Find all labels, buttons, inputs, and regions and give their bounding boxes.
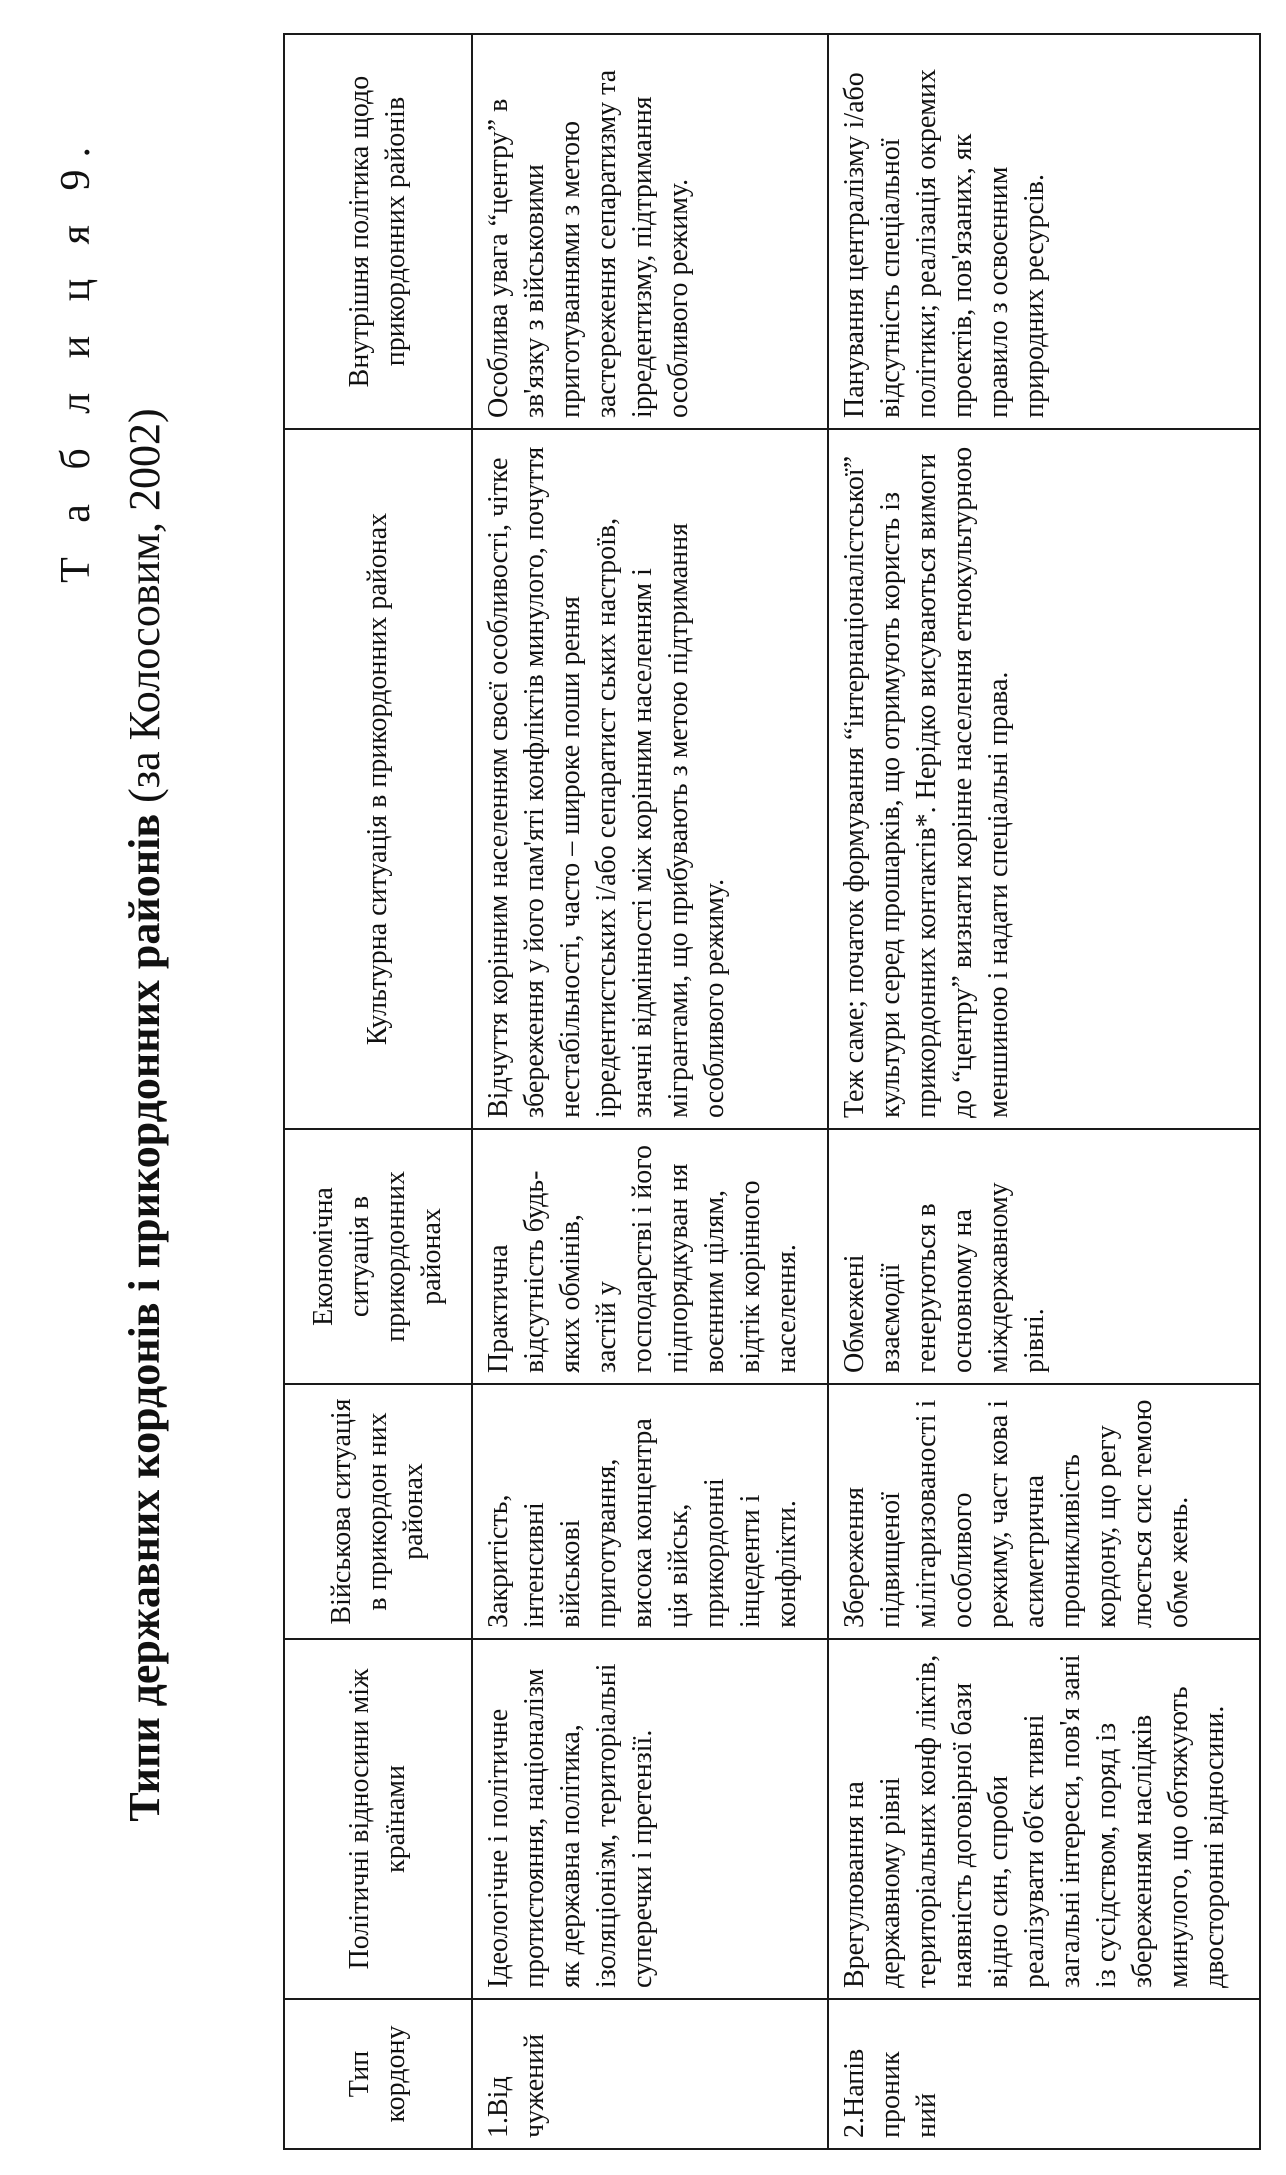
cell-internal-policy: Особлива увага “центру” в зв'язку з військовими приготуваннями з метою застереження сепаратизму та ірредентизму, підтримання особливого режиму. [472, 34, 828, 429]
cell-border-type: 2.Напів проник ний [828, 1999, 1260, 2149]
table-title [118, 95, 172, 2135]
cell-economic-situation: Обмежені взаємодії генеруються в основному на міждержавному рівні. [828, 1129, 1260, 1384]
cell-political-relations: Ідеологічне і політичне протистояння, націоналізм як державна політика, ізоляціонізм, територіальні суперечки і претензії. [472, 1639, 828, 1999]
table-header-row [284, 34, 472, 2149]
cell-cultural-situation: Відчуття корінним населенням своєї особливості, чітке збереження у його пам'яті конфліктів минулого, почуття нестабільності, часто – широке поши рення ірредентистських і/або сепаратист ських настроїв, значні відмінності між корінним населенням і мігрантами, що прибувають з метою підтримання особливого режиму. [472, 429, 828, 1129]
header-border-type: Тип кордону [284, 1999, 472, 2149]
cell-military-situation: Збереження підвищеної мілітаризованості і особливого режиму, част кова і асиметрична проникливість кордону, що регу люється сис темою обме жень. [828, 1384, 1260, 1639]
cell-border-type: 1.Від чужений [472, 1999, 828, 2149]
cell-cultural-situation: Теж саме; початок формування “інтернаціоналістської” культури серед прошарків, що отримують користь із прикордонних контактів*. Нерідко висуваються вимоги до “центру” визнати корінне населення етнокультурною меншиною і надати спеціальні права. [828, 429, 1260, 1129]
header-military-situation: Військова ситуація в прикордон них районах [284, 1384, 472, 1639]
table-title-source: (за Колосовим, 2002) [120, 408, 169, 814]
table-title-bold: Типи державних кордонів і прикордонних районів [120, 813, 169, 1822]
header-internal-policy: Внутрішня політика щодо прикордонних районів [284, 34, 472, 429]
header-political-relations: Політичні відносини між країнами [284, 1639, 472, 1999]
table-number-label: Т а б л и ц я 9. [53, 135, 99, 583]
header-economic-situation: Економічна ситуація в прикордонних районах [284, 1129, 472, 1384]
border-types-table [283, 33, 1261, 2150]
cell-internal-policy: Панування централізму і/або відсутність спеціальної політики; реалізація окремих проектів, пов'язаних, як правило з освоєнним природних ресурсів. [828, 34, 1260, 429]
header-cultural-situation: Культурна ситуація в прикордонних районах [284, 429, 472, 1129]
cell-military-situation: Закритість, інтенсивні військові приготування, висока концентра ція військ, прикордонні інцеденти і конфлікти. [472, 1384, 828, 1639]
table-caption [0, 95, 220, 2135]
cell-economic-situation: Практична відсутність будь-яких обмінів, застій у господарстві і його підпорядкуван ня воєнним цілям, відтік корінного населення. [472, 1129, 828, 1384]
cell-political-relations: Врегулювання на державному рівні територіальних конф ліктів, наявність договірної бази відно син, спроби реалізувати об'єк тивні загальні інтереси, пов'я зані із сусідством, поряд із збереженням наслідків минулого, що обтяжують двосторонні відносини. [828, 1639, 1260, 1999]
table-row [828, 34, 1260, 2149]
table-row [472, 34, 828, 2149]
